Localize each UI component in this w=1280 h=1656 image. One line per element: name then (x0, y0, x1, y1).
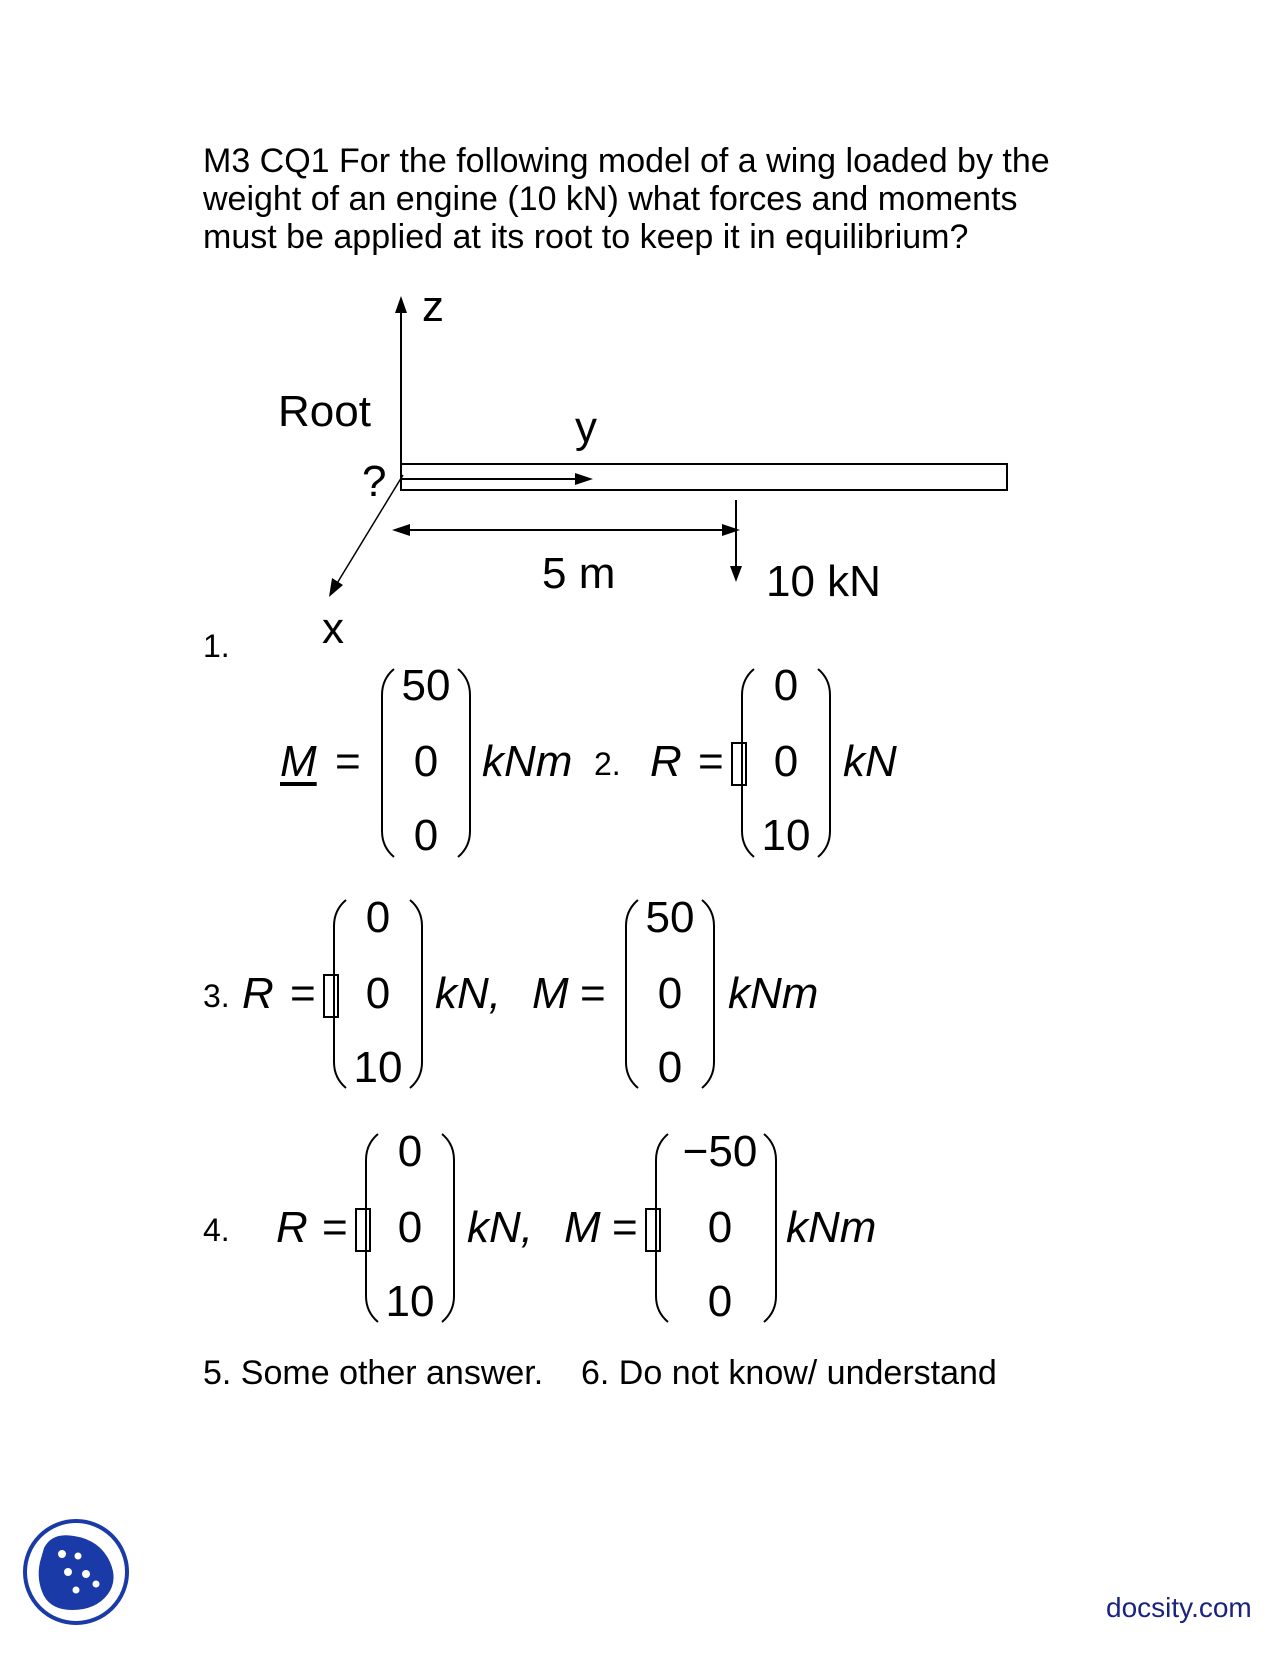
option-4-m-vector-2: 0 (707, 1203, 733, 1252)
question-line-1: M3 CQ1 For the following model of a wing loaded by the (203, 142, 1050, 180)
option-3-m-symbol: M (532, 969, 569, 1018)
option-1-symbol: M (280, 737, 317, 786)
dimension-arrowhead-left (392, 524, 410, 536)
option-4-r-symbol: R (276, 1203, 308, 1252)
option-5: 5. Some other answer. (203, 1354, 544, 1392)
docsity-brand-link[interactable]: docsity.com (1106, 1592, 1252, 1623)
option-4-m-unit: kNm (786, 1203, 877, 1252)
option-4-m-symbol: M (564, 1203, 601, 1252)
option-3-m-vector-2: 0 (657, 969, 683, 1018)
option-3-r-vector-2: 0 (365, 969, 391, 1018)
option-3-r-equals: = (290, 969, 316, 1018)
option-3-number: 3. (203, 978, 230, 1014)
y-axis-arrowhead (575, 473, 593, 485)
option-4-r-equals: = (322, 1203, 348, 1252)
option-2-vector-1: 0 (773, 661, 799, 710)
option-4-m-vector-1: −50 (682, 1127, 758, 1176)
option-4-r-unit: kN, (467, 1203, 533, 1252)
option-1-number: 1. (203, 628, 230, 664)
distance-label: 5 m (542, 549, 616, 598)
option-4-r-vector-1: 0 (397, 1127, 423, 1176)
option-2-equals: = (698, 737, 724, 786)
z-axis-label: z (422, 282, 444, 331)
wing-diagram (0, 0, 1280, 664)
option-3-r-vector-1: 0 (365, 893, 391, 942)
option-4-m-equals: = (612, 1203, 638, 1252)
option-1-vector-3: 0 (413, 811, 439, 860)
option-4-r-vector-2: 0 (397, 1203, 423, 1252)
option-3-m-unit: kNm (728, 969, 819, 1018)
option-4-number: 4. (203, 1212, 230, 1248)
option-2-vector-3: 10 (761, 811, 811, 860)
root-label: Root (278, 387, 371, 436)
option-2-symbol: R (650, 737, 682, 786)
load-label: 10 kN (766, 557, 881, 606)
option-2-unit: kN (843, 737, 897, 786)
option-2-number: 2. (594, 746, 621, 782)
y-axis-label: y (575, 403, 597, 452)
option-6: 6. Do not know/ understand (581, 1354, 997, 1392)
question-line-2: weight of an engine (10 kN) what forces and moments (203, 180, 1018, 218)
dimension-arrowhead-right (722, 524, 740, 536)
question-line-3: must be applied at its root to keep it in equilibrium? (203, 218, 969, 256)
option-1-vector-2: 0 (413, 737, 439, 786)
x-axis-arrowhead (329, 578, 343, 597)
option-3-m-vector-1: 50 (645, 893, 695, 942)
wing-beam (401, 464, 1007, 490)
options-5-6 (203, 1354, 997, 1393)
option-1-unit: kNm (482, 737, 573, 786)
load-arrowhead (730, 566, 742, 582)
option-4-m-vector-3: 0 (707, 1277, 733, 1326)
option-2-vector-2: 0 (773, 737, 799, 786)
option-4-r-vector-3: 10 (385, 1277, 435, 1326)
option-3-m-vector-3: 0 (657, 1043, 683, 1092)
option-3-r-vector-3: 10 (353, 1043, 403, 1092)
option-3-r-symbol: R (242, 969, 274, 1018)
docsity-logo-icon (22, 1518, 130, 1626)
option-3-r-unit: kN, (435, 969, 501, 1018)
z-axis-arrowhead (395, 296, 407, 313)
x-axis-label: x (322, 604, 344, 653)
option-3-m-equals: = (580, 969, 606, 1018)
option-1-vector-1: 50 (401, 661, 451, 710)
option-1-equals: = (335, 737, 361, 786)
root-question-mark: ? (362, 457, 387, 506)
